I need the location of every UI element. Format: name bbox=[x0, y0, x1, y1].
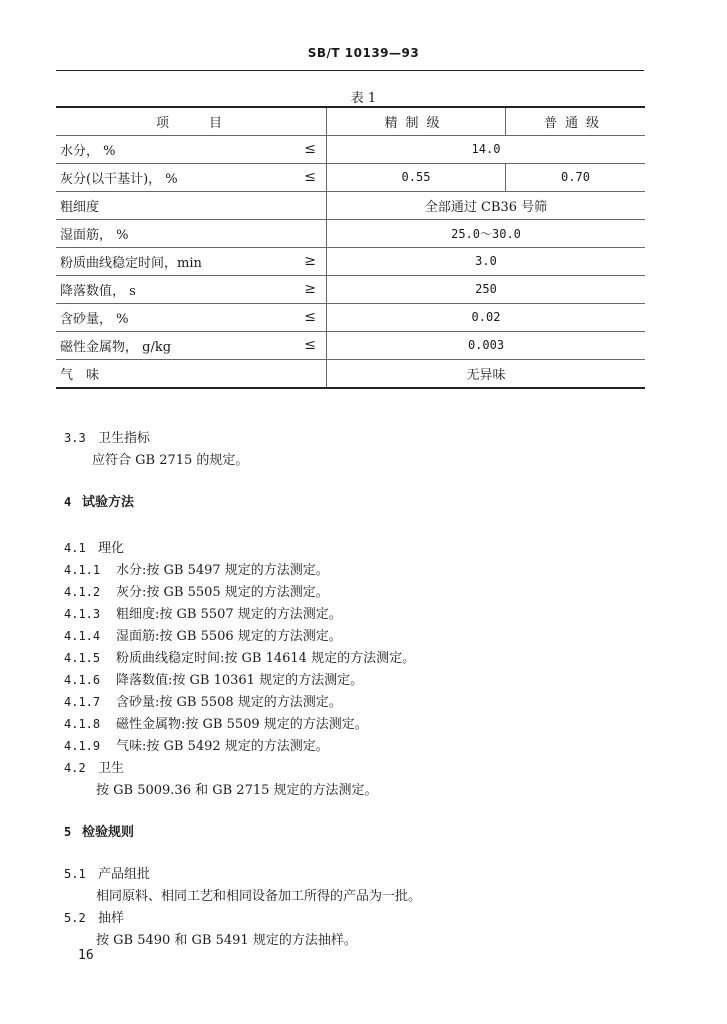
section-4-heading: 4 试验方法 bbox=[64, 495, 135, 510]
row-symbol: ≥ bbox=[304, 253, 316, 269]
row-item: 含砂量， % bbox=[60, 312, 129, 327]
row-item: 气 味 bbox=[60, 368, 100, 383]
header-fine: 精制级 bbox=[327, 107, 506, 136]
row-value: 14.0 bbox=[471, 142, 501, 156]
row-value: 0.003 bbox=[467, 338, 505, 352]
list-item: 4.1.6 降落数值:按 GB 10361 规定的方法测定。 bbox=[64, 673, 364, 688]
row-item: 粉质曲线稳定时间，min bbox=[60, 256, 202, 271]
section-4-2-text: 按 GB 5009.36 和 GB 2715 规定的方法测定。 bbox=[96, 783, 378, 798]
row-symbol: ≤ bbox=[304, 141, 316, 157]
row-item: 灰分(以干基计)， % bbox=[60, 172, 178, 187]
row-item: 水分， % bbox=[60, 144, 116, 159]
standard-code: SB/T 10139—93 bbox=[307, 46, 420, 60]
spec-table bbox=[56, 106, 645, 389]
row-value: 250 bbox=[475, 282, 497, 296]
table-row bbox=[56, 304, 645, 332]
row-value-fine: 0.55 bbox=[401, 170, 431, 184]
row-value: 0.02 bbox=[471, 310, 501, 324]
row-item: 磁性金属物， g/kg bbox=[60, 340, 172, 355]
list-item: 4.1.4 湿面筋:按 GB 5506 规定的方法测定。 bbox=[64, 629, 342, 644]
list-item: 4.1.2 灰分:按 GB 5505 规定的方法测定。 bbox=[64, 585, 329, 600]
section-3-3-heading: 3.3 卫生指标 bbox=[64, 431, 151, 446]
row-value: 25.0～30.0 bbox=[451, 227, 521, 241]
row-value-ordinary: 0.70 bbox=[561, 170, 590, 184]
row-item: 湿面筋， % bbox=[60, 228, 129, 243]
row-item: 降落数值， s bbox=[60, 284, 136, 299]
section-4-2-heading: 4.2 卫生 bbox=[64, 761, 125, 776]
page-number: 16 bbox=[78, 948, 94, 963]
section-5-heading: 5 检验规则 bbox=[64, 825, 135, 840]
list-item: 4.1.9 气味:按 GB 5492 规定的方法测定。 bbox=[64, 739, 329, 754]
list-item: 4.1.3 粗细度:按 GB 5507 规定的方法测定。 bbox=[64, 607, 342, 622]
table-row bbox=[56, 220, 645, 248]
section-4-1-heading: 4.1 理化 bbox=[64, 541, 125, 556]
section-5-1-text: 相同原料、相同工艺和相同设备加工所得的产品为一批。 bbox=[96, 889, 422, 904]
section-3-3-text: 应符合 GB 2715 的规定。 bbox=[92, 453, 249, 468]
row-value: 全部通过 CB36 号筛 bbox=[424, 200, 548, 215]
list-item: 4.1.5 粉质曲线稳定时间:按 GB 14614 规定的方法测定。 bbox=[64, 651, 416, 666]
table-row bbox=[56, 164, 645, 192]
list-item: 4.1.7 含砂量:按 GB 5508 规定的方法测定。 bbox=[64, 695, 342, 710]
table-title: 表 1 bbox=[350, 91, 377, 106]
table-row bbox=[56, 360, 645, 389]
table-header-row bbox=[56, 107, 645, 136]
row-item: 粗细度 bbox=[60, 200, 100, 215]
header-rule bbox=[56, 70, 644, 71]
section-5-2-text: 按 GB 5490 和 GB 5491 规定的方法抽样。 bbox=[96, 933, 357, 948]
row-value: 无异味 bbox=[466, 368, 506, 383]
section-5-1-heading: 5.1 产品组批 bbox=[64, 867, 151, 882]
list-item: 4.1.8 磁性金属物:按 GB 5509 规定的方法测定。 bbox=[64, 717, 368, 732]
header-item: 项目 bbox=[56, 107, 327, 136]
header-ordinary: 普通级 bbox=[506, 107, 646, 136]
row-value: 3.0 bbox=[475, 254, 497, 268]
section-5-2-heading: 5.2 抽样 bbox=[64, 911, 125, 926]
table-row bbox=[56, 332, 645, 360]
row-symbol: ≤ bbox=[304, 309, 316, 325]
table-row bbox=[56, 248, 645, 276]
table-row bbox=[56, 136, 645, 164]
table-row bbox=[56, 276, 645, 304]
row-symbol: ≤ bbox=[304, 169, 316, 185]
list-item: 4.1.1 水分:按 GB 5497 规定的方法测定。 bbox=[64, 563, 329, 578]
table-row bbox=[56, 192, 645, 220]
row-symbol: ≥ bbox=[304, 281, 316, 297]
row-symbol: ≤ bbox=[304, 337, 316, 353]
